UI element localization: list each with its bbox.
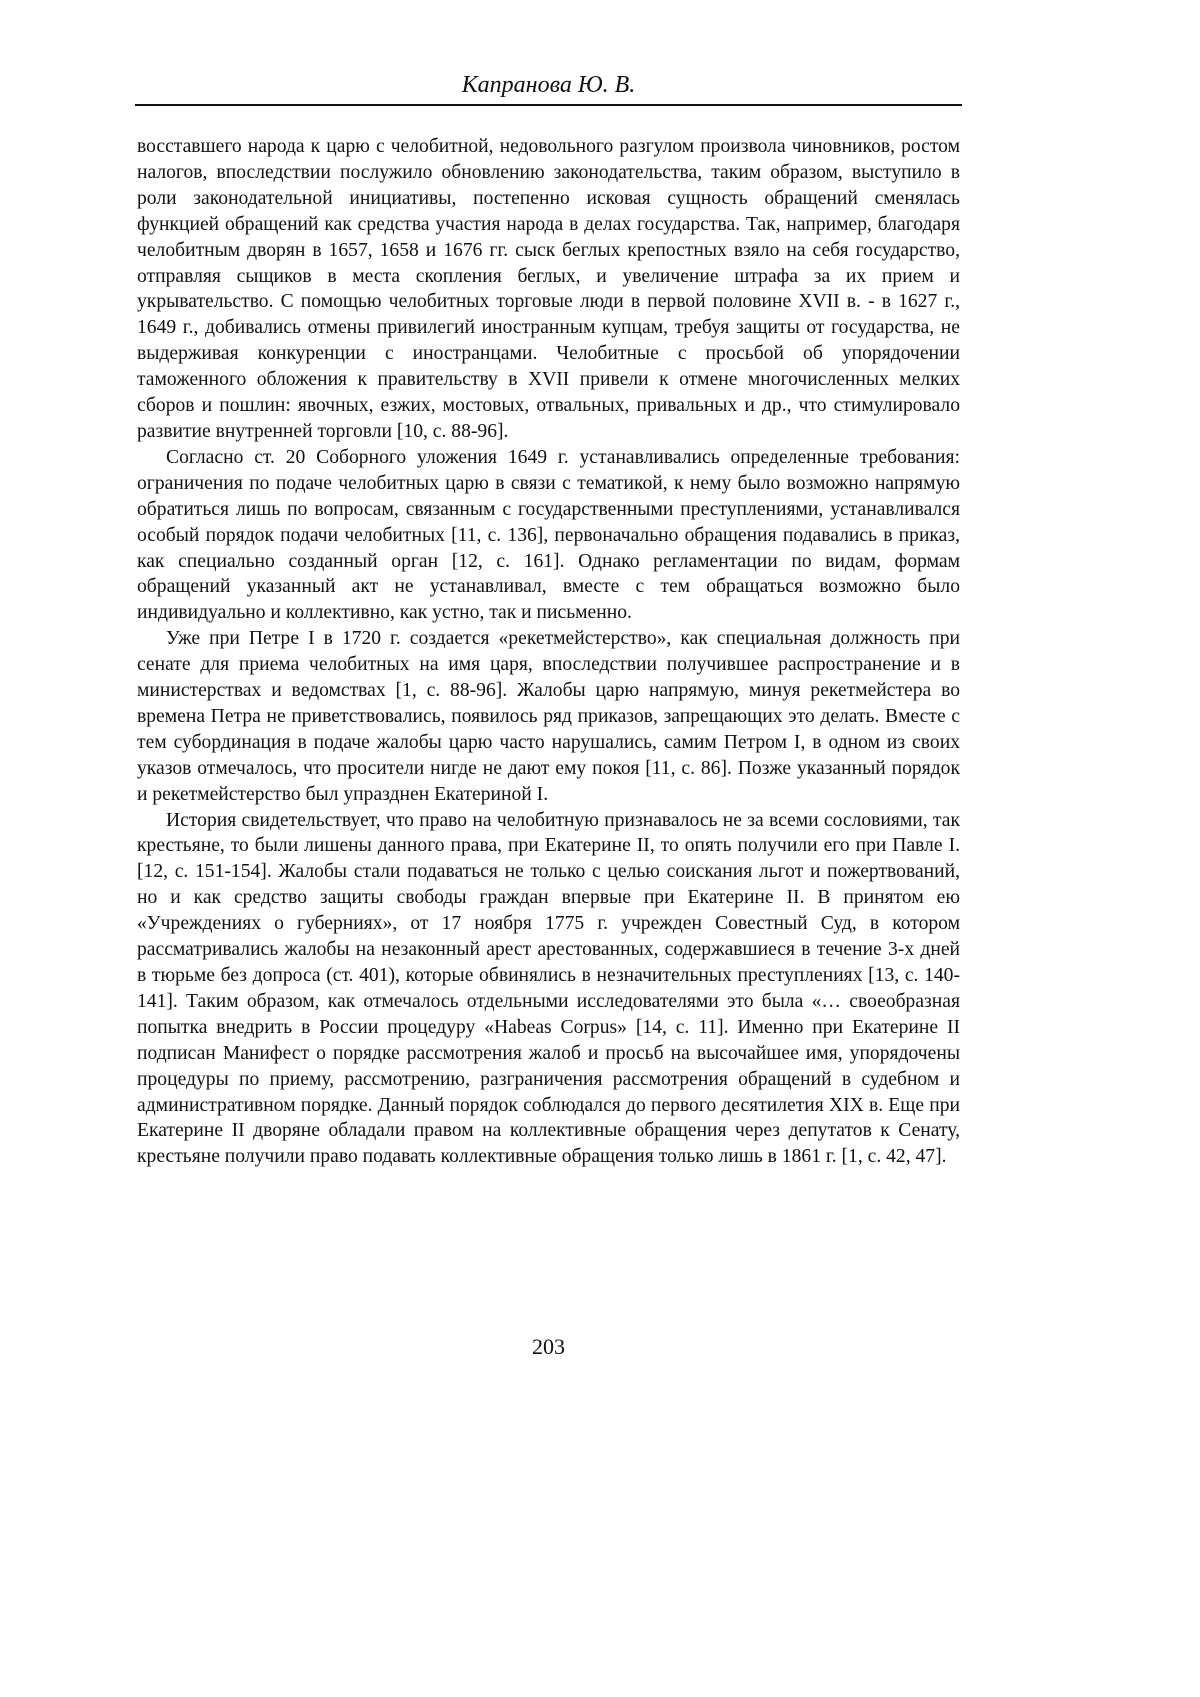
header-divider — [135, 104, 962, 106]
page-number: 203 — [137, 1334, 960, 1360]
document-page — [0, 0, 1200, 1697]
paragraph-4: История свидетельствует, что право на челобитную признавалось не за всеми сословиями, так крестьяне, то были лишены данного права, при Екатерине II, то опять получили его при Павле I. [12, с. 151-154]. Жалобы стали подаваться не только с целью соискания льгот и пожертвований, но и как средство защиты свободы граждан впервые при Екатерине II. В принятом ею «Учреждениях о губерниях», от 17 ноября 1775 г. учрежден Совестный Суд, в котором рассматривались жалобы на незаконный арест арестованных, содержавшиеся в течение 3-х дней в тюрьме без допроса (ст. 401), которые обвинялись в незначительных преступлениях [13, с. 140-141]. Таким образом, как отмечалось отдельными исследователями это была «… своеобразная попытка внедрить в России процедуру «Habeas Corpus» [14, с. 11]. Именно при Екатерине II подписан Манифест о порядке рассмотрения жалоб и просьб на высочайшее имя, упорядочены процедуры по приему, рассмотрению, разграничения рассмотрения обращений в судебном и административном порядке. Данный порядок соблюдался до первого десятилетия XIX в. Еще при Екатерине II дворяне обладали правом на коллективные обращения через депутатов к Сенату, крестьяне получили право подавать коллективные обращения только лишь в 1861 г. [1, с. 42, 47]. — [137, 808, 960, 1171]
paragraph-1: восставшего народа к царю с челобитной, недовольного разгулом произвола чиновников, ростом налогов, впоследствии послужило обновлению законодательства, таким образом, выступило в роли законодательной инициативы, постепенно исковая сущность обращений сменялась функцией обращений как средства участия народа в делах государства. Так, например, благодаря челобитным дворян в 1657, 1658 и 1676 гг. сыск беглых крепостных взяло на себя государство, отправляя сыщиков в места скопления беглых, и увеличение штрафа за их прием и укрывательство. С помощью челобитных торговые люди в первой половине XVII в. - в 1627 г., 1649 г., добивались отмены привилегий иностранным купцам, требуя защиты от государства, не выдерживая конкуренции с иностранцами. Челобитные с просьбой об упорядочении таможенного обложения к правительству в XVII привели к отмене многочисленных мелких сборов и пошлин: явочных, езжих, мостовых, отвальных, привальных и др., что стимулировало развитие внутренней торговли [10, с. 88-96]. — [137, 134, 960, 445]
body-text — [137, 134, 960, 1170]
paragraph-2: Согласно ст. 20 Соборного уложения 1649 г. устанавливались определенные требования: ограничения по подаче челобитных царю в связи с тематикой, к нему было возможно напрямую обратиться лишь по вопросам, связанным с государственными преступлениями, устанавливался особый порядок подачи челобитных [11, с. 136], первоначально обращения подавались в приказ, как специально созданный орган [12, с. 161]. Однако регламентации по видам, формам обращений указанный акт не устанавливал, вместе с тем обращаться возможно было индивидуально и коллективно, как устно, так и письменно. — [137, 445, 960, 626]
paragraph-3: Уже при Петре I в 1720 г. создается «рекетмейстерство», как специальная должность при сенате для приема челобитных на имя царя, впоследствии получившее распространение и в министерствах и ведомствах [1, с. 88-96]. Жалобы царю напрямую, минуя рекетмейстера во времена Петра не приветствовались, появилось ряд приказов, запрещающих это делать. Вместе с тем субординация в подаче жалобы царю часто нарушались, самим Петром I, в одном из своих указов отмечалось, что просители нигде не дают ему покоя [11, с. 86]. Позже указанный порядок и рекетмейстерство был упразднен Екатериной I. — [137, 626, 960, 807]
running-header: Капранова Ю. В. — [135, 70, 962, 100]
